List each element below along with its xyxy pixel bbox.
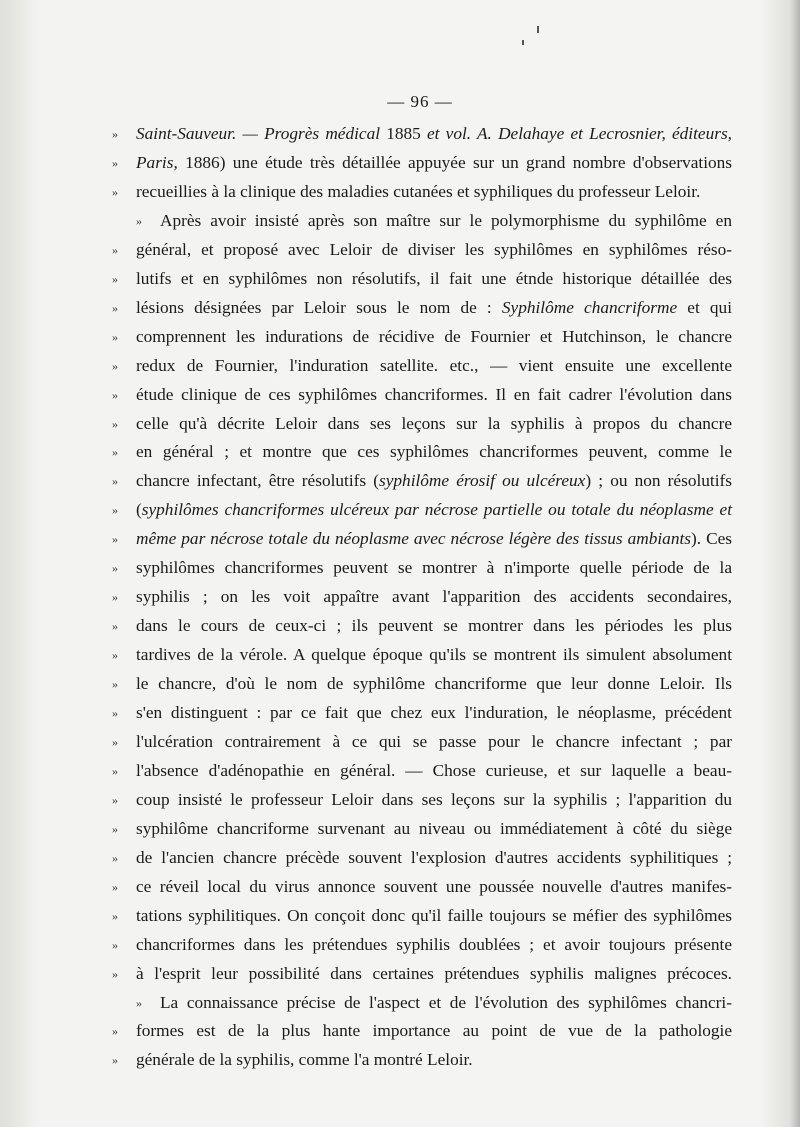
quote-mark: » — [112, 503, 118, 518]
text-span: en général ; et montre que ces syphilômes chancriformes peuvent, comme le — [136, 442, 732, 462]
line-text — [136, 815, 732, 843]
quote-mark: » — [112, 1053, 118, 1068]
text-line — [112, 931, 732, 959]
quote-mark: » — [112, 966, 118, 981]
text-line — [112, 960, 732, 988]
line-text — [136, 323, 732, 351]
quote-mark: » — [112, 734, 118, 749]
quote-mark: » — [112, 329, 118, 344]
text-line — [112, 1046, 732, 1074]
text-line — [112, 612, 732, 640]
quote-mark: » — [112, 271, 118, 286]
text-line — [112, 352, 732, 380]
quote-mark: » — [112, 706, 118, 720]
text-span: le chancre, d'où le nom de syphilôme chancriforme que leur donne Leloir. Ils — [136, 674, 732, 694]
italic-span: Syphilôme chancriforme — [501, 297, 688, 317]
text-line — [112, 149, 732, 177]
text-span: La connaissance précise de l'aspect et de l'évolution des syphilômes chancri- — [160, 992, 732, 1012]
page-number: — 96 — — [387, 92, 453, 111]
text-line — [112, 236, 732, 264]
text-span: Après avoir insisté après son maître sur le polymorphisme du syphilôme en — [160, 210, 732, 230]
quote-mark: » — [112, 879, 118, 894]
line-text — [136, 844, 732, 872]
text-line — [112, 902, 732, 930]
text-line — [112, 265, 732, 293]
text-span: chancre infectant, être résolutifs ( — [136, 471, 380, 491]
quote-mark: » — [112, 416, 118, 431]
line-text — [136, 728, 732, 756]
quote-mark: » — [112, 532, 118, 547]
quote-mark: » — [112, 677, 118, 692]
text-line — [112, 699, 732, 727]
text-line — [112, 496, 732, 524]
text-span: recueillies à la clinique des maladies cutanées et syphiliques du professeur Leloir. — [136, 181, 701, 201]
line-text — [136, 1046, 732, 1074]
text-line — [112, 120, 732, 148]
line-text — [136, 931, 732, 959]
text-span: tations syphilitiques. On conçoit donc qu'il faille toujours se méfier des syphilômes — [136, 905, 732, 925]
line-text — [136, 410, 732, 438]
quote-mark: » — [112, 387, 118, 402]
text-span: de l'ancien chancre précède souvent l'explosion d'autres accidents syphilitiques ; — [136, 847, 732, 867]
text-span: ) ; ou non résolutifs — [585, 471, 732, 491]
text-span: tardives de la vérole. A quelque époque qu'ils se montrent ils simulent absolument — [136, 645, 732, 665]
line-text — [136, 583, 732, 611]
text-span: ( — [136, 500, 142, 520]
text-line — [112, 757, 732, 785]
line-text — [136, 120, 732, 148]
text-span: syphilis ; on les voit appaître avant l'apparition des accidents secondaires, — [136, 587, 732, 607]
quote-mark: » — [112, 561, 118, 576]
text-span: dans le cours de ceux-ci ; ils peuvent se montrer dans les périodes les plus — [136, 616, 732, 636]
text-span: celle qu'à décrite Leloir dans ses leçons sur la syphilis à propos du chancre — [136, 413, 732, 433]
italic-span: Saint-Sauveur. — Progrès médical — [136, 124, 387, 143]
line-text — [136, 902, 732, 930]
scan-speck — [522, 40, 524, 45]
text-span: syphilômes chancriformes peuvent se montrer à n'importe quelle période de la — [136, 558, 732, 578]
line-text — [136, 149, 732, 177]
text-span: et qui — [687, 297, 733, 317]
text-line — [112, 467, 732, 495]
quote-mark: » — [112, 937, 118, 952]
line-text — [160, 989, 732, 1017]
text-line — [112, 410, 732, 438]
text-span: coup insisté le professeur Leloir dans ses leçons sur la syphilis ; l'apparition du — [136, 789, 732, 809]
text-span: lutifs et en syphilômes non résolutifs, il fait une étnde historique détaillée des — [136, 268, 732, 288]
text-line — [112, 989, 732, 1017]
line-text — [136, 699, 732, 727]
text-span: formes est de la plus hante importance au point de vue de la pathologie — [136, 1021, 732, 1041]
line-text — [136, 757, 732, 785]
text-span: s'en distinguent : par ce fait que chez eux l'induration, le néoplasme, précédent — [136, 703, 732, 722]
text-span: chancriformes dans les prétendues syphilis doublées ; et avoir toujours présente — [136, 934, 732, 954]
quote-mark: » — [136, 213, 142, 228]
line-text — [136, 641, 732, 669]
text-span: l'absence d'adénopathie en général. — Chose curieuse, et sur laquelle a beau- — [136, 760, 732, 780]
quote-mark: » — [112, 127, 118, 141]
quote-mark: » — [112, 648, 118, 663]
text-span: 1886) une étude très détaillée appuyée sur un grand nombre d'observations — [185, 152, 732, 172]
quote-mark: » — [112, 619, 118, 634]
text-span: étude clinique de ces syphilômes chancriformes. Il en fait cadrer l'évolution dans — [136, 384, 732, 404]
line-text — [136, 1017, 732, 1045]
line-text — [136, 873, 732, 901]
line-text — [136, 438, 732, 466]
quote-mark: » — [112, 155, 118, 170]
text-line — [112, 554, 732, 582]
line-text — [136, 294, 732, 322]
line-text — [136, 178, 732, 206]
text-line — [112, 438, 732, 466]
text-line — [112, 381, 732, 409]
quote-mark: » — [112, 590, 118, 605]
quote-mark: » — [112, 1024, 118, 1039]
line-text — [136, 525, 732, 553]
quote-mark: » — [112, 850, 118, 865]
text-line — [112, 583, 732, 611]
text-span: comprennent les indurations de récidive de Fournier et Hutchinson, le chancre — [136, 326, 732, 346]
line-text — [136, 496, 732, 524]
text-line — [112, 1017, 732, 1045]
italic-span: même par nécrose totale du néoplasme avec nécrose légère des tissus ambiants — [136, 529, 691, 549]
text-span: redux de Fournier, l'induration satellite. etc., — vient ensuite une excellente — [136, 355, 732, 375]
quote-mark: » — [112, 184, 118, 199]
text-span: 1885 — [386, 124, 427, 143]
italic-span: syphilômes chancriformes ulcéreux par nécrose partielle ou totale du néoplasme et — [141, 500, 732, 520]
text-line — [112, 844, 732, 872]
text-span: à l'esprit leur possibilité dans certaines prétendues syphilis malignes précoces. — [136, 963, 732, 983]
line-text — [136, 467, 732, 495]
text-line — [112, 178, 732, 206]
text-line — [112, 323, 732, 351]
text-span: syphilôme chancriforme survenant au niveau ou immédiatement à côté du siège — [136, 818, 732, 838]
line-text — [136, 381, 732, 409]
line-text — [136, 786, 732, 814]
quote-mark: » — [112, 242, 118, 257]
quote-mark: » — [136, 995, 142, 1010]
text-span: ). Ces — [691, 529, 732, 549]
text-span: lésions désignées par Leloir sous le nom de : — [136, 297, 502, 317]
text-line — [112, 207, 732, 235]
quote-mark: » — [112, 474, 118, 489]
quote-mark: » — [112, 763, 118, 778]
page-edge-shadow — [790, 0, 800, 1127]
text-line — [112, 873, 732, 901]
text-line — [112, 525, 732, 553]
quote-mark: » — [112, 358, 118, 373]
quote-mark: » — [112, 445, 118, 460]
text-span: générale de la syphilis, comme l'a montré Leloir. — [136, 1050, 473, 1070]
line-text — [136, 265, 732, 293]
text-span: ce réveil local du virus annonce souvent une poussée nouvelle d'autres manifes- — [136, 876, 732, 896]
quote-mark: » — [112, 908, 118, 923]
text-line — [112, 786, 732, 814]
text-line — [112, 815, 732, 843]
text-line — [112, 641, 732, 669]
line-text — [160, 207, 732, 235]
line-text — [136, 236, 732, 264]
text-span: l'ulcération contrairement à ce qui se passe pour le chancre infectant ; par — [136, 731, 732, 751]
text-line — [112, 670, 732, 698]
line-text — [136, 670, 732, 698]
italic-span: Paris, — [136, 152, 186, 172]
italic-span: et vol. A. Delahaye et Lecrosnier, éditeurs, — [427, 124, 732, 143]
text-line — [112, 294, 732, 322]
scan-speck — [537, 26, 539, 33]
text-span: général, et proposé avec Leloir de diviser les syphilômes en syphilômes réso- — [136, 239, 732, 259]
line-text — [136, 352, 732, 380]
text-line — [112, 728, 732, 756]
quote-mark: » — [112, 792, 118, 807]
quote-mark: » — [112, 821, 118, 836]
line-text — [136, 960, 732, 988]
quote-mark: » — [112, 300, 118, 315]
line-text — [136, 554, 732, 582]
italic-span: syphilôme érosif ou ulcéreux — [379, 471, 586, 491]
line-text — [136, 612, 732, 640]
